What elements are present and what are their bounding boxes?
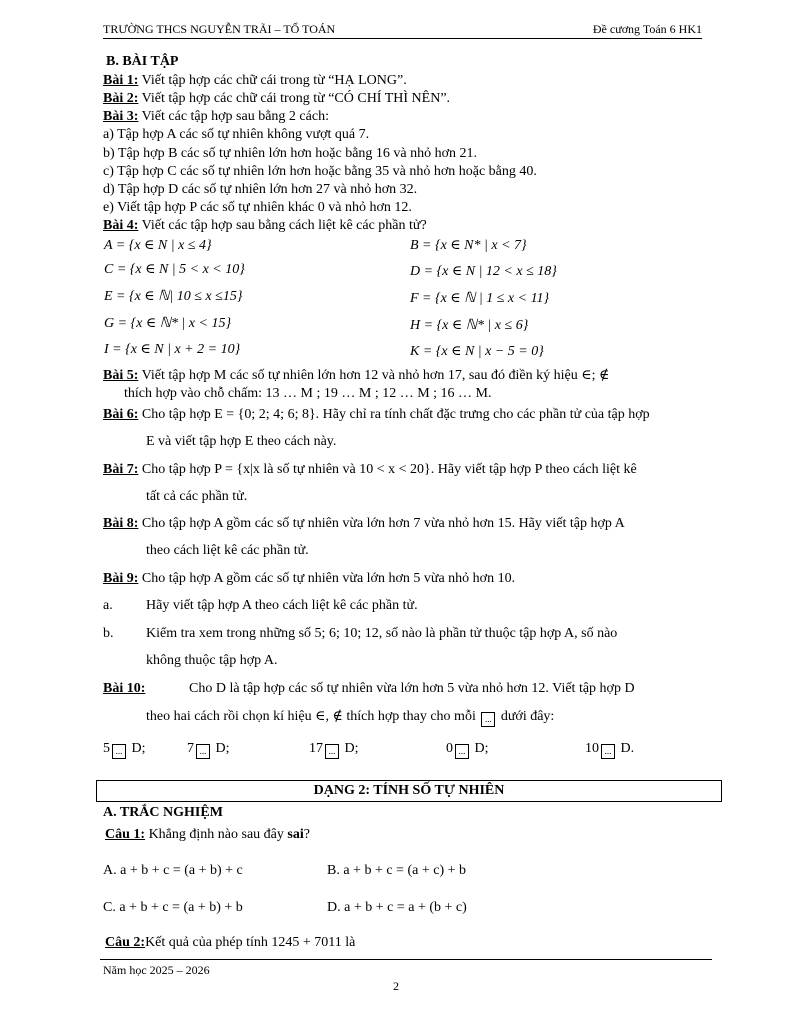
bai8-line2: theo cách liệt kê các phần tử. — [146, 543, 309, 558]
bai6: Bài 6: Cho tập hợp E = {0; 2; 4; 6; 8}. Hãy chỉ ra tính chất đặc trưng cho các phần tử của tập hợp — [103, 407, 650, 422]
bai7-line2: tất cả các phần tử. — [146, 489, 248, 504]
page-number: 2 — [393, 979, 399, 993]
fill-blank: 17 ... D; — [309, 740, 359, 759]
blank-box: ... — [112, 744, 126, 759]
set-i: I = {x ∈ N | x + 2 = 10} — [104, 342, 241, 357]
bai2: Bài 2: Viết tập hợp các chữ cái trong từ “CÓ CHÍ THÌ NÊN”. — [103, 91, 451, 106]
bai4: Bài 4: Viết các tập hợp sau bằng cách liệt kê các phần tử? — [103, 218, 427, 233]
set-e: E = {x ∈ ℕ| 10 ≤ x ≤15} — [104, 289, 243, 304]
bai3-item: b) Tập hợp B các số tự nhiên lớn hơn hoặc bằng 16 và nhỏ hơn 21. — [103, 146, 478, 161]
section-b-heading: B. BÀI TẬP — [106, 54, 179, 69]
cau1: Câu 1: Khẳng định nào sau đây sai? — [105, 827, 310, 842]
set-h: H = {x ∈ ℕ* | x ≤ 6} — [410, 318, 529, 333]
bai6-line2: E và viết tập hợp E theo cách này. — [146, 434, 337, 449]
cau2: Câu 2:Kết quả của phép tính 1245 + 7011 là — [105, 935, 356, 950]
bai3-item: e) Viết tập hợp P các số tự nhiên khác 0 và nhỏ hơn 12. — [103, 200, 412, 215]
header-title: Đề cương Toán 6 HK1 — [592, 22, 702, 36]
page-header — [103, 22, 702, 39]
fill-blank: 0 ... D; — [446, 740, 489, 759]
bai9-b-text: Kiểm tra xem trong những số 5; 6; 10; 12, số nào là phần tử thuộc tập hợp A, số nào — [146, 626, 618, 641]
bai7: Bài 7: Cho tập hợp P = {x|x là số tự nhiên và 10 < x < 20}. Hãy viết tập hợp P theo cách liệt kê — [103, 462, 637, 477]
bai5-line2: thích hợp vào chỗ chấm: 13 … M ; 19 … M ; 12 … M ; 16 … M. — [124, 386, 492, 401]
set-f: F = {x ∈ ℕ | 1 ≤ x < 11} — [410, 291, 550, 306]
cau1-option-b: B. a + b + c = (a + c) + b — [327, 863, 466, 878]
bai10-line2: theo hai cách rồi chọn kí hiệu ∈, ∉ thích hợp thay cho mỗi ... dưới đây: — [146, 708, 554, 727]
footer-year: Năm học 2025 – 2026 — [103, 963, 210, 977]
cau1-option-d: D. a + b + c = a + (b + c) — [327, 900, 467, 915]
header-school: TRƯỜNG THCS NGUYỄN TRÃI – TỔ TOÁN — [103, 22, 336, 36]
bai9-b-label: b. — [103, 626, 114, 641]
bai3-item: d) Tập hợp D các số tự nhiên lớn hơn 27 và nhỏ hơn 32. — [103, 182, 418, 197]
blank-box: ... — [481, 712, 495, 727]
cau1-option-c: C. a + b + c = (a + b) + b — [103, 900, 243, 915]
bai8: Bài 8: Cho tập hợp A gồm các số tự nhiên vừa lớn hơn 7 vừa nhỏ hơn 15. Hãy viết tập hợp A — [103, 516, 625, 531]
section-dang2-heading: DẠNG 2: TÍNH SỐ TỰ NHIÊN — [96, 780, 722, 802]
set-d: D = {x ∈ N | 12 < x ≤ 18} — [410, 264, 557, 279]
bai3: Bài 3: Viết các tập hợp sau bằng 2 cách: — [103, 109, 329, 124]
bai9-a-label: a. — [103, 598, 113, 613]
blank-box: ... — [455, 744, 469, 759]
fill-blank: 7 ... D; — [187, 740, 230, 759]
bai9: Bài 9: Cho tập hợp A gồm các số tự nhiên vừa lớn hơn 5 vừa nhỏ hơn 10. — [103, 571, 516, 586]
set-c: C = {x ∈ N | 5 < x < 10} — [104, 262, 245, 277]
footer-divider — [100, 959, 712, 960]
blank-box: ... — [325, 744, 339, 759]
cau1-option-a: A. a + b + c = (a + b) + c — [103, 863, 243, 878]
set-a: A = {x ∈ N | x ≤ 4} — [104, 238, 212, 253]
bai10-text: Cho D là tập hợp các số tự nhiên vừa lớn hơn 5 vừa nhỏ hơn 12. Viết tập hợp D — [189, 681, 635, 696]
bai3-item: a) Tập hợp A các số tự nhiên không vượt quá 7. — [103, 127, 370, 142]
fill-blank: 5 ... D; — [103, 740, 146, 759]
set-g: G = {x ∈ ℕ* | x < 15} — [104, 316, 232, 331]
bai9-b-text2: không thuộc tập hợp A. — [146, 653, 278, 668]
bai1: Bài 1: Viết tập hợp các chữ cái trong từ “HẠ LONG”. — [103, 73, 407, 88]
bai10-label: Bài 10: — [103, 681, 146, 696]
blank-box: ... — [601, 744, 615, 759]
fill-blank: 10 ... D. — [585, 740, 634, 759]
section-a-heading: A. TRẮC NGHIỆM — [103, 805, 223, 820]
bai9-a-text: Hãy viết tập hợp A theo cách liệt kê các phần tử. — [146, 598, 418, 613]
blank-box: ... — [196, 744, 210, 759]
set-k: K = {x ∈ N | x − 5 = 0} — [410, 344, 544, 359]
bai3-item: c) Tập hợp C các số tự nhiên lớn hơn hoặc bằng 35 và nhỏ hơn hoặc bằng 40. — [103, 164, 537, 179]
set-b: B = {x ∈ N* | x < 7} — [410, 238, 527, 253]
bai5: Bài 5: Viết tập hợp M các số tự nhiên lớn hơn 12 và nhỏ hơn 17, sau đó điền ký hiệu ∈; ∉ — [103, 368, 610, 383]
